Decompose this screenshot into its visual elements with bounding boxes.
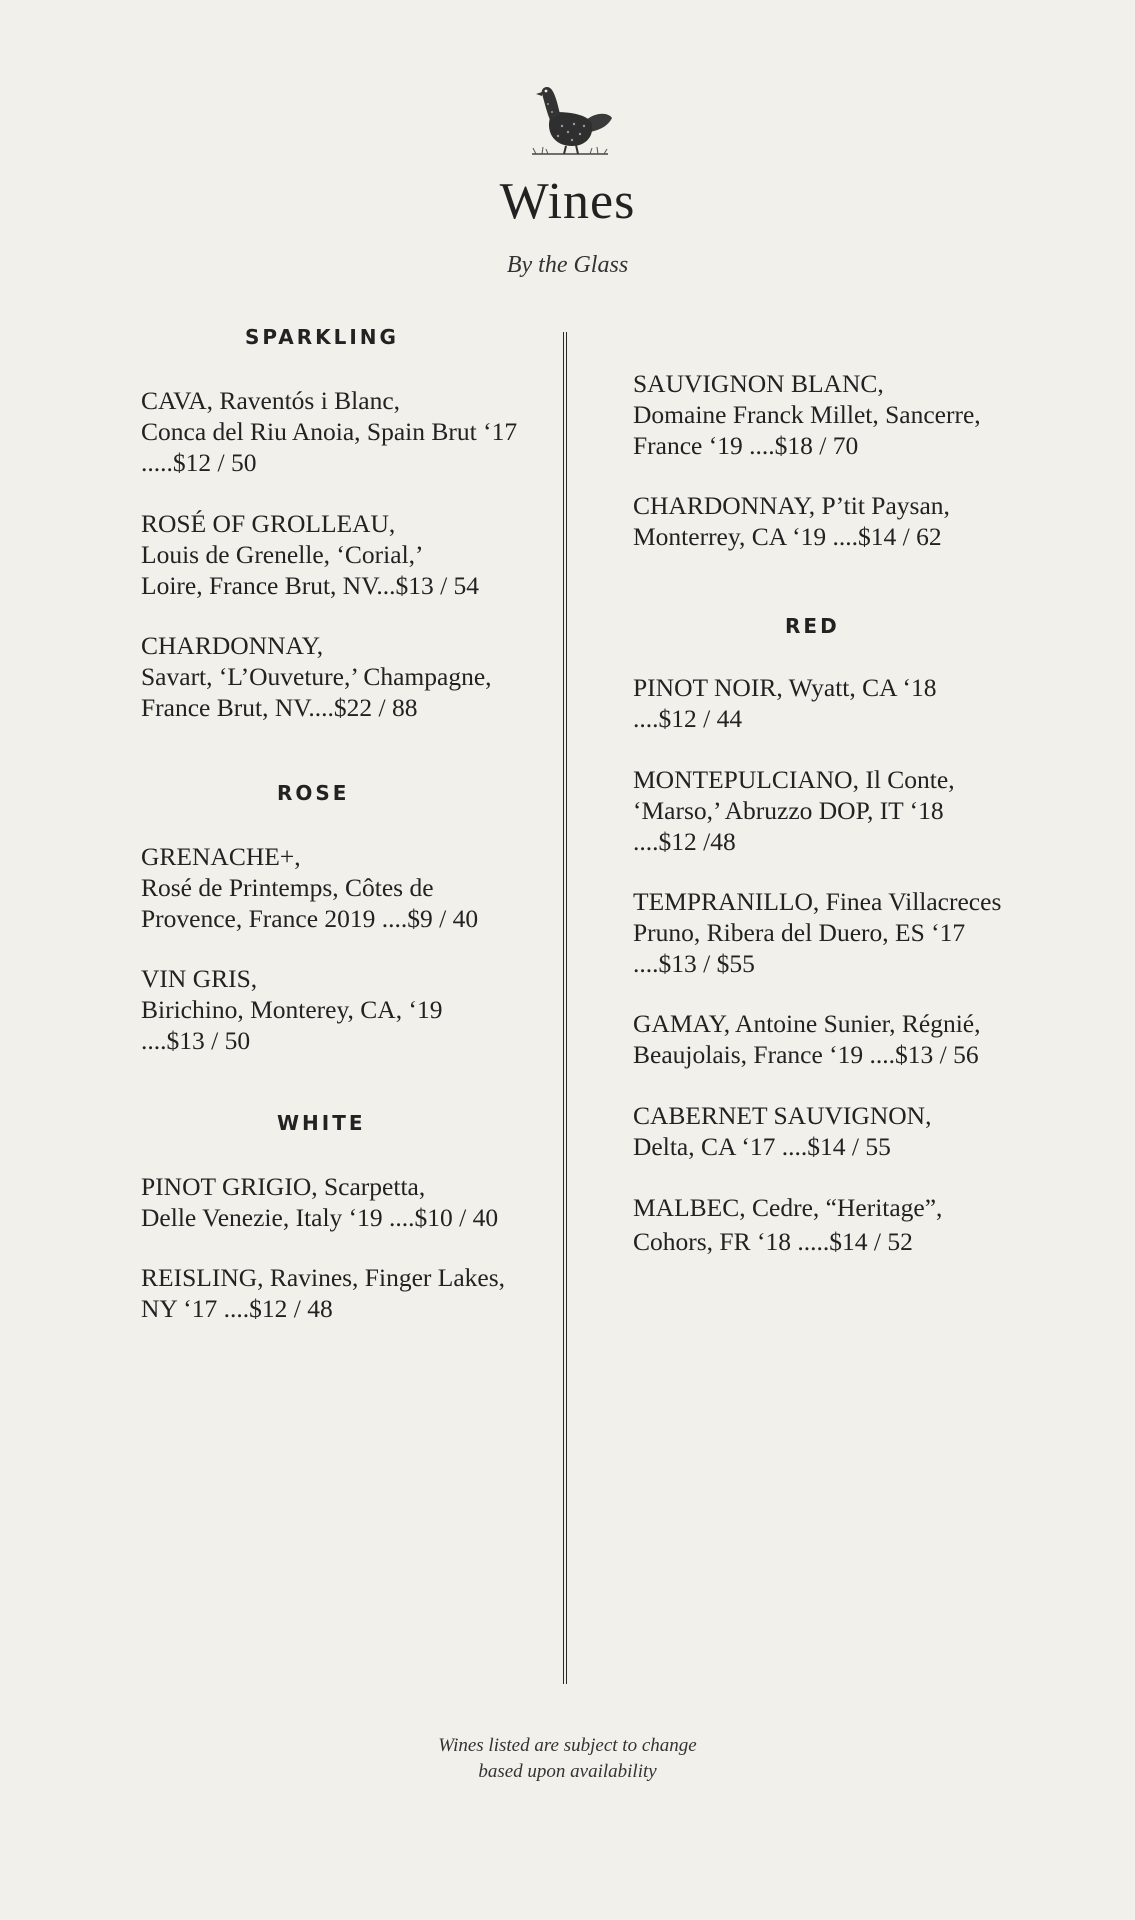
section-heading-rose: ROSE	[277, 781, 350, 805]
wine-price: ....$12 / 44	[633, 704, 743, 733]
wine-item	[633, 764, 955, 857]
wine-price: France Brut, NV....$22 / 88	[141, 693, 418, 722]
wine-line: GRENACHE+,	[141, 842, 301, 871]
wine-price: Cohors, FR ‘18 .....$14 / 52	[633, 1227, 913, 1256]
footer-line: based upon availability	[478, 1761, 657, 1782]
wine-price: Delta, CA ‘17 ....$14 / 55	[633, 1132, 891, 1161]
wine-price: NY ‘17 ....$12 / 48	[141, 1294, 333, 1323]
wine-line: VIN GRIS,	[141, 964, 258, 993]
wine-line: Savart, ‘L’Ouveture,’ Champagne,	[141, 662, 492, 691]
wine-line: Conca del Riu Anoia, Spain Brut ‘17	[141, 417, 518, 446]
wine-line: CAVA, Raventós i Blanc,	[141, 386, 401, 415]
wine-item	[141, 508, 479, 601]
wine-item	[633, 368, 981, 461]
wine-item	[633, 1008, 981, 1070]
page-title: Wines	[499, 173, 636, 230]
wine-item	[633, 1100, 931, 1162]
wine-line: ‘Marso,’ Abruzzo DOP, IT ‘18	[633, 796, 944, 825]
section-heading-white: WHITE	[277, 1111, 366, 1135]
wine-line: Domaine Franck Millet, Sancerre,	[633, 400, 981, 429]
wine-price: Beaujolais, France ‘19 ....$13 / 56	[633, 1040, 979, 1069]
wine-price: France ‘19 ....$18 / 70	[633, 431, 859, 460]
wine-price: ....$12 /48	[633, 827, 736, 856]
wine-line: SAUVIGNON BLANC,	[633, 369, 884, 398]
wine-line: PINOT NOIR, Wyatt, CA ‘18	[633, 673, 937, 702]
footer-line: Wines listed are subject to change	[438, 1735, 697, 1756]
wine-price: Monterrey, CA ‘19 ....$14 / 62	[633, 522, 942, 551]
wine-line: MALBEC, Cedre, “Heritage”,	[633, 1193, 943, 1222]
wine-item	[141, 963, 442, 1056]
page-subtitle: By the Glass	[506, 252, 629, 278]
wine-line: TEMPRANILLO, Finea Villacreces	[633, 887, 1002, 916]
wine-price: ....$13 / $55	[633, 949, 755, 978]
column-divider	[563, 332, 567, 1684]
wine-line: MONTEPULCIANO, Il Conte,	[633, 765, 955, 794]
wine-line: Rosé de Printemps, Côtes de	[141, 873, 434, 902]
availability-note	[0, 1733, 1135, 1785]
wine-item	[633, 672, 937, 734]
wine-item	[633, 490, 950, 552]
section-heading-sparkling: SPARKLING	[245, 325, 399, 349]
wine-line: Pruno, Ribera del Duero, ES ‘17	[633, 918, 966, 947]
wine-item	[633, 1191, 942, 1259]
section-heading-red: RED	[785, 614, 840, 638]
wine-line: CHARDONNAY, P’tit Paysan,	[633, 491, 950, 520]
wine-price: ....$13 / 50	[141, 1026, 251, 1055]
grouse-bird-icon	[528, 82, 612, 158]
wine-line: CABERNET SAUVIGNON,	[633, 1101, 932, 1130]
wine-item	[141, 385, 517, 478]
wine-price: .....$12 / 50	[141, 448, 257, 477]
wine-item	[141, 630, 492, 723]
wine-price: Provence, France 2019 ....$9 / 40	[141, 904, 479, 933]
wine-line: PINOT GRIGIO, Scarpetta,	[141, 1172, 426, 1201]
wine-line: CHARDONNAY,	[141, 631, 324, 660]
wine-line: Birichino, Monterey, CA, ‘19	[141, 995, 443, 1024]
wine-line: Louis de Grenelle, ‘Corial,’	[141, 540, 424, 569]
wine-price: Loire, France Brut, NV...$13 / 54	[141, 571, 480, 600]
wine-line: ROSÉ OF GROLLEAU,	[141, 509, 396, 538]
wine-item	[141, 841, 478, 934]
wine-price: Delle Venezie, Italy ‘19 ....$10 / 40	[141, 1203, 499, 1232]
wine-line: REISLING, Ravines, Finger Lakes,	[141, 1263, 506, 1292]
wine-item	[633, 886, 1001, 979]
wine-item	[141, 1171, 498, 1233]
wine-item	[141, 1262, 505, 1324]
wine-line: GAMAY, Antoine Sunier, Régnié,	[633, 1009, 981, 1038]
